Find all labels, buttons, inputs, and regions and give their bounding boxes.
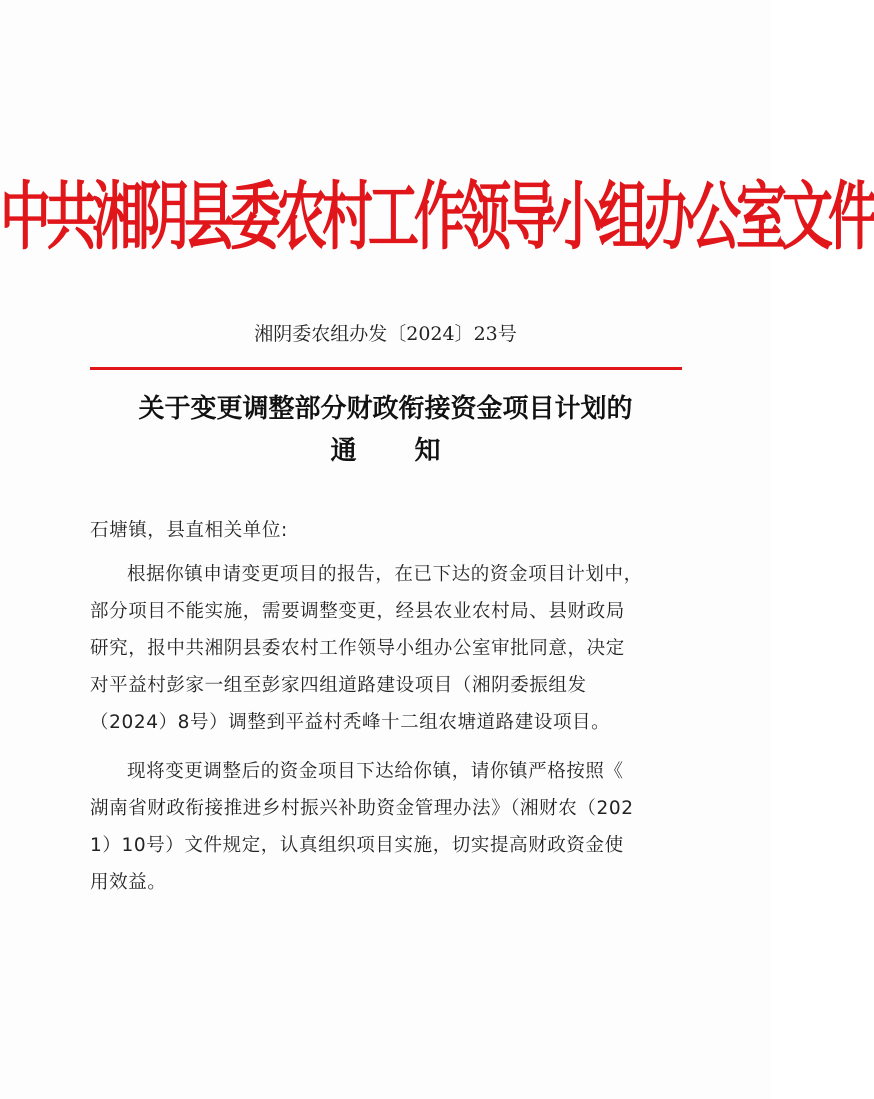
title-char-zhi: 知 <box>414 436 441 466</box>
document-number: 湘阴委农组办发〔2024〕23号 <box>254 323 517 345</box>
paragraph-line: 现将变更调整后的资金项目下达给你镇，请你镇严格按照《 <box>127 761 624 782</box>
paragraph-line: 1）10号）文件规定，认真组织项目实施，切实提高财政资金使 <box>90 835 624 856</box>
document-masthead: 中共湘阴县委农村工作领导小组办公室文件 <box>0 173 874 261</box>
paragraph-line: 根据你镇申请变更项目的报告，在已下达的资金项目计划中， <box>127 564 643 585</box>
paragraph-line: （2024）8号）调整到平益村秃峰十二组农塘道路建设项目。 <box>90 712 611 733</box>
title-char-tong: 通 <box>330 436 357 466</box>
paragraph-line: 部分项目不能实施，需要调整变更，经县农业农村局、县财政局 <box>90 601 625 622</box>
addressee: 石塘镇，县直相关单位: <box>90 520 288 541</box>
document-body <box>90 0 686 1099</box>
paragraph-line: 湖南省财政衔接推进乡村振兴补助资金管理办法》（湘财农（202 <box>90 798 634 819</box>
paragraph-line: 用效益。 <box>90 872 167 893</box>
paragraph-line: 对平益村彭家一组至彭家四组道路建设项目（湘阴委振组发 <box>90 675 587 696</box>
paragraph-line: 研究，报中共湘阴县委农村工作领导小组办公室审批同意，决定 <box>90 638 625 659</box>
document-title-line-1: 关于变更调整部分财政衔接资金项目计划的 <box>138 394 633 424</box>
